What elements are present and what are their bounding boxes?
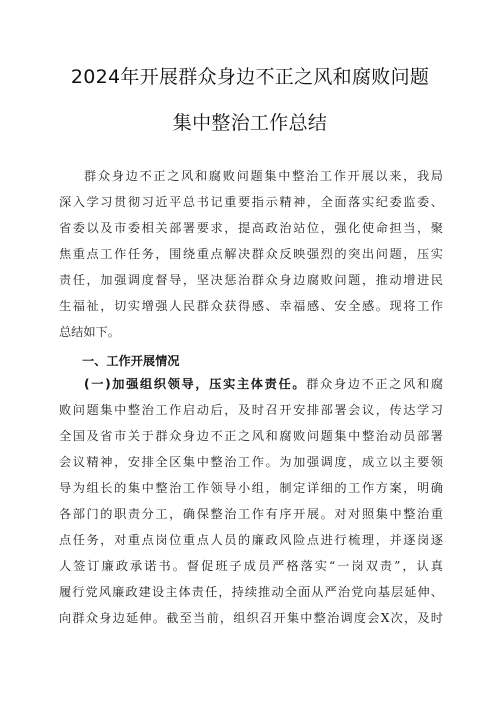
intro-line-1: 群众身边不正之风和腐败问题集中整治工作开展以来，我局	[84, 169, 443, 183]
document-title-line-1: 2024年开展群众身边不正之风和腐败问题	[70, 66, 430, 88]
intro-paragraph	[59, 163, 443, 345]
subsection-1-line-10: 向群众身边延伸。截至当前，组织召开集中整治调度会X次，及时	[59, 611, 443, 625]
document-title-line-2: 集中整治工作总结	[172, 112, 328, 134]
intro-line-6: 生福祉，切实增强人民群众获得感、幸福感、安全感。现将工作	[59, 299, 443, 313]
intro-line-4: 焦重点工作任务，围绕重点解决群众反映强烈的突出问题，压实	[59, 247, 443, 261]
subsection-1-line-3: 全国及省市关于群众身边不正之风和腐败问题集中整治动员部署	[59, 429, 443, 443]
subsection-1-line-4: 会议精神，安排全区集中整治工作。为加强调度，成立以主要领	[59, 455, 443, 469]
subsection-1-line-9: 履行党风廉政建设主体责任，持续推动全面从严治党向基层延伸、	[59, 585, 443, 599]
subsection-1-heading: (一)加强组织领导，压实主体责任。	[84, 377, 307, 391]
subsection-1-line-5: 导为组长的集中整治工作领导小组，制定详细的工作方案，明确	[59, 481, 443, 495]
intro-line-5: 责任，加强调度督导，坚决惩治群众身边腐败问题，推动增进民	[59, 273, 443, 287]
intro-line-3: 省委以及市委相关部署要求，提高政治站位，强化使命担当，聚	[59, 221, 443, 235]
subsection-1-line-8: 人签订廉政承诺书。督促班子成员严格落实“一岗双责”，认真	[59, 559, 443, 573]
subsection-1-first-line	[59, 371, 443, 397]
subsection-1-line-2: 败问题集中整治工作启动后，及时召开安排部署会议，传达学习	[59, 403, 443, 417]
intro-line-2: 深入学习贯彻习近平总书记重要指示精神，全面落实纪委监委、	[59, 195, 443, 209]
section-heading-work-status: 一、工作开展情况	[82, 354, 180, 368]
subsection-1-paragraph	[59, 371, 443, 631]
subsection-1-line-6: 各部门的职责分工，确保整治工作有序开展。对对照集中整治重	[59, 507, 443, 521]
subsection-1-line-7: 点任务，对重点岗位重点人员的廉政风险点进行梳理，并逐岗逐	[59, 533, 443, 547]
subsection-1-first-line-rest: 群众身边不正之风和腐	[306, 377, 443, 391]
intro-line-7: 总结如下。	[59, 325, 120, 339]
